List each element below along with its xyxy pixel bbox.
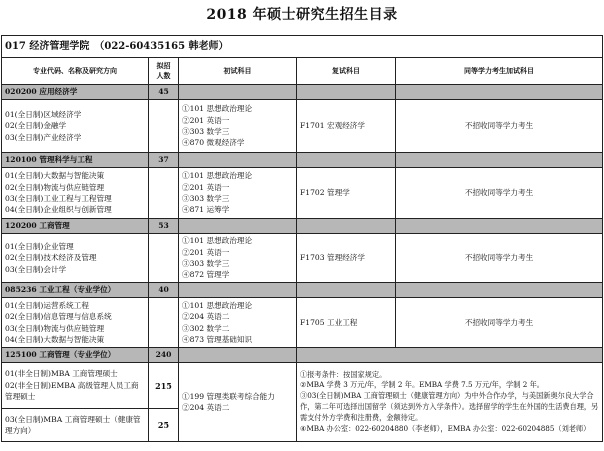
exam-subjects	[179, 100, 297, 153]
notes-cell	[297, 363, 603, 442]
retest-subject: F1701 宏观经济学	[297, 100, 396, 153]
retest-subject: F1703 管理经济学	[297, 234, 396, 283]
exam-subject: ②201 英语一	[182, 247, 230, 257]
section-header-row	[2, 85, 603, 100]
exam-subjects	[179, 168, 297, 219]
retest-subject: F1702 管理学	[297, 168, 396, 219]
exam-subject: ②204 英语二	[182, 312, 230, 322]
direction-item: 03(全日制)物流与供应链管理	[5, 323, 105, 333]
exam-subject: ①199 管理类联考综合能力	[182, 391, 275, 401]
direction-item: 03(全日制)产业经济学	[5, 132, 82, 142]
directions-list	[2, 409, 149, 442]
section-header-row	[2, 283, 603, 298]
equivalent-note: 不招收同等学力考生	[396, 234, 603, 283]
header-row	[2, 58, 603, 85]
section-code-name: 120100 管理科学与工程	[2, 153, 149, 168]
header-program: 专业代码、名称及研究方向	[2, 58, 149, 85]
exam-subject: ③302 数学二	[182, 323, 230, 333]
section-quota: 45	[149, 85, 179, 100]
exam-subject: ③303 数学三	[182, 259, 230, 268]
section-code-name: 125100 工商管理（专业学位）	[2, 348, 149, 363]
direction-item: 01(非全日制)MBA 工商管理硕士	[5, 369, 118, 379]
section-code-name: 020200 应用经济学	[2, 85, 149, 100]
direction-item: 03(全日制)工业工程与工程管理	[5, 194, 112, 203]
section-code-name: 085236 工业工程（专业学位）	[2, 283, 149, 298]
exam-subject: ③303 数学三	[182, 127, 230, 136]
direction-item: 01(全日制)运营系统工程	[5, 300, 89, 310]
section-quota: 40	[149, 283, 179, 298]
section-quota: 37	[149, 153, 179, 168]
direction-item: 03(全日制)MBA 工商管理硕士（健康管理方向）	[5, 414, 141, 435]
header-equivalent: 同等学力考生加试科目	[396, 58, 603, 85]
section-quota: 240	[149, 348, 179, 363]
direction-item: 04(全日制)大数据与智能决策	[5, 334, 105, 344]
exam-subject: ②204 英语二	[182, 403, 230, 412]
exam-subject: ②201 英语一	[182, 115, 230, 125]
exam-subject: ④873 管理基础知识	[182, 334, 253, 344]
exam-subject: ④872 管理学	[182, 270, 230, 280]
exam-subject: ①101 思想政治理论	[182, 236, 253, 246]
exam-subjects	[179, 298, 297, 348]
equivalent-note: 不招收同等学力考生	[396, 168, 603, 219]
header-quota-line2: 人数	[156, 71, 171, 80]
note-item: ①报考条件：按国家规定。	[300, 369, 387, 379]
department-row	[2, 36, 603, 58]
subgroup-quota: 215	[149, 363, 179, 409]
exam-subject: ②201 英语一	[182, 182, 230, 192]
direction-item: 02(全日制)技术经济及管理	[5, 253, 97, 263]
equivalent-note: 不招收同等学力考生	[396, 298, 603, 348]
directions-list	[2, 100, 149, 153]
directions-list	[2, 363, 149, 409]
retest-subject: F1705 工业工程	[297, 298, 396, 348]
directions-list	[2, 168, 149, 219]
page-title: 2018 年硕士研究生招生目录	[206, 7, 398, 23]
section-header-row	[2, 219, 603, 234]
exam-subject: ④871 运筹学	[182, 205, 230, 215]
section-quota: 53	[149, 219, 179, 234]
section-code-name: 120200 工商管理	[2, 219, 149, 234]
section-body-row	[2, 100, 603, 153]
catalog-table	[1, 35, 603, 442]
direction-item: 02(全日制)金融学	[5, 121, 67, 131]
note-item: ④MBA 办公室：022-60204880（李老师），EMBA 办公室：022-60204885（刘老师）	[300, 423, 591, 433]
header-exam: 初试科目	[179, 58, 297, 85]
exam-subject: ③303 数学三	[182, 194, 230, 203]
section-header-row	[2, 348, 603, 363]
exam-subject: ①101 思想政治理论	[182, 171, 253, 181]
direction-item: 01(全日制)大数据与智能决策	[5, 171, 105, 181]
direction-item: 01(全日制)企业管理	[5, 241, 74, 251]
header-quota	[149, 58, 179, 85]
section-header-row	[2, 153, 603, 168]
direction-item: 01(全日制)区域经济学	[5, 109, 82, 119]
note-item: ②MBA 学费 3 万元/年，学制 2 年。EMBA 学费 7.5 万元/年，学制 2 年。	[300, 380, 544, 390]
exam-subjects	[179, 234, 297, 283]
directions-list	[2, 234, 149, 283]
exam-subjects	[179, 363, 297, 442]
direction-item: 02(全日制)物流与供应链管理	[5, 182, 105, 192]
exam-subject: ①101 思想政治理论	[182, 104, 253, 114]
exam-subject: ①101 思想政治理论	[182, 300, 253, 310]
direction-item: 03(全日制)会计学	[5, 264, 67, 274]
section-body-row	[2, 298, 603, 348]
section-body-row	[2, 234, 603, 283]
direction-item: 02(全日制)信息管理与信息系统	[5, 312, 112, 322]
section-body-row	[2, 168, 603, 219]
direction-item: 02(非全日制)EMBA 高级管理人员工商管理硕士	[5, 380, 139, 402]
department-label: 017 经济管理学院 （022-60435165 韩老师）	[2, 36, 603, 58]
exam-subject: ④870 微观经济学	[182, 138, 245, 148]
directions-list	[2, 298, 149, 348]
subgroup-quota: 25	[149, 409, 179, 442]
equivalent-note: 不招收同等学力考生	[396, 100, 603, 153]
header-retest: 复试科目	[297, 58, 396, 85]
header-quota-line1: 拟招	[156, 60, 171, 70]
note-item: ③03(全日制)MBA 工商管理硕士（健康管理方向）为中外合作办学，与美国新奥尔良大学合作，第二年可选择出国留学（须达到外方入学条件）。选择留学的学生在外国的生活费自理，另需支付外方学费和注册费，金额待定。	[300, 391, 599, 422]
direction-item: 04(全日制)企业组织与创新管理	[5, 205, 112, 215]
section-body-row	[2, 363, 603, 409]
